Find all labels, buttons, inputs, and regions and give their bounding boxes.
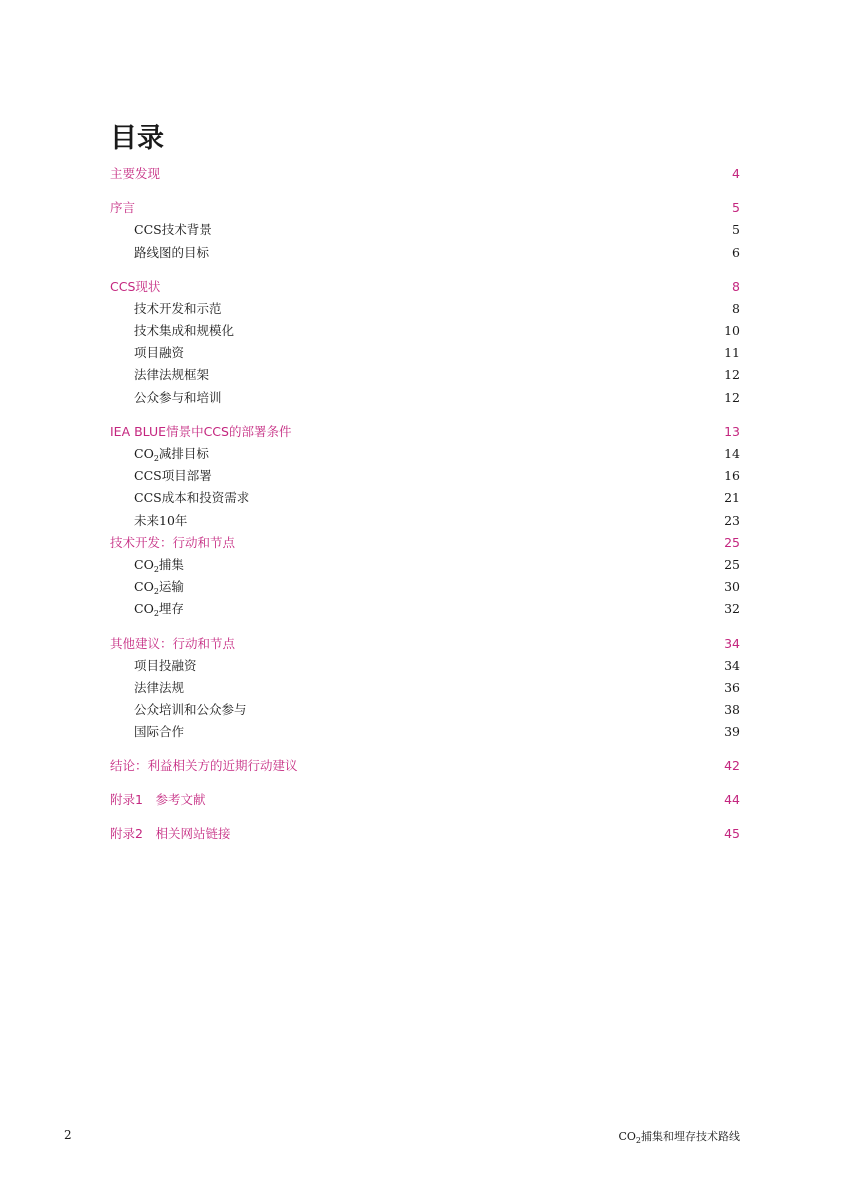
toc-entry-label: [134, 299, 222, 319]
toc-entry-label-prefix: CO: [134, 601, 154, 616]
toc-subsection-entry[interactable]: [0, 388, 850, 408]
toc-section-entry[interactable]: [0, 198, 850, 218]
toc-subsection-entry[interactable]: [0, 722, 850, 742]
toc-entry-label-text: 法律法规框架: [134, 367, 210, 382]
toc-entry-label-text: CCS项目部署: [134, 468, 212, 483]
toc-entry-label: [134, 678, 184, 698]
toc-entry-label: [134, 722, 184, 742]
toc-entry-page-number: 36: [724, 680, 740, 695]
toc-entry-label-prefix: CO: [134, 579, 154, 594]
toc-entry-label: [134, 243, 209, 263]
footer-page-number: 2: [64, 1128, 72, 1142]
toc-subsection-entry[interactable]: [0, 299, 850, 319]
footer-document-title: [618, 1128, 740, 1145]
toc-entry-label-text: 主要发现: [110, 166, 161, 181]
toc-entry-page-number: 5: [732, 200, 740, 215]
toc-subsection-entry[interactable]: [0, 321, 850, 341]
toc-entry-label: [110, 277, 160, 297]
toc-entry-page-number: 25: [724, 557, 740, 572]
toc-entry-page-number: 34: [724, 658, 740, 673]
toc-entry-page-number: 45: [724, 826, 740, 841]
toc-entry-page-number: 38: [724, 702, 740, 717]
toc-entry-label: [134, 365, 209, 385]
toc-entry-label: [134, 488, 249, 508]
toc-entry-page-number: 5: [732, 222, 740, 237]
toc-subsection-entry[interactable]: [0, 488, 850, 508]
toc-entry-label-text: 其他建议：行动和节点: [110, 636, 236, 651]
toc-entry-label-subscript: 2: [153, 609, 159, 618]
toc-subsection-entry[interactable]: [0, 599, 850, 619]
toc-subsection-entry[interactable]: [0, 656, 850, 676]
toc-entry-label-text: 公众参与和培训: [134, 390, 222, 405]
toc-entry-label-subscript: 2: [153, 565, 159, 574]
toc-section-entry[interactable]: [0, 422, 850, 442]
toc-entry-page-number: 6: [732, 245, 740, 260]
toc-entry-label-text: 附录1 参考文献: [110, 792, 206, 807]
toc-section-entry[interactable]: [0, 277, 850, 297]
toc-entry-page-number: 44: [724, 792, 740, 807]
toc-entry-label-text: 法律法规: [134, 680, 185, 695]
toc-entry-label: [110, 756, 298, 776]
toc-subsection-entry[interactable]: [0, 343, 850, 363]
toc-section-entry[interactable]: [0, 164, 850, 184]
toc-entry-page-number: 8: [732, 301, 740, 316]
toc-entry-label-prefix: CO: [134, 446, 154, 461]
toc-entry-label-text: 未来10年: [134, 513, 188, 528]
toc-entry-label: [134, 466, 212, 486]
toc-entry-label-text: 运输: [158, 579, 184, 594]
footer-title-pre: CO: [618, 1130, 636, 1143]
toc-entry-label-text: 捕集: [158, 557, 184, 572]
toc-entry-label-prefix: CO: [134, 557, 154, 572]
toc-entry-label-text: 埋存: [158, 601, 184, 616]
toc-entry-page-number: 11: [724, 345, 740, 360]
toc-entry-label: [110, 790, 205, 810]
toc-entry-page-number: 32: [724, 601, 740, 616]
toc-entry-label-text: 技术开发和示范: [134, 301, 222, 316]
toc-section-entry[interactable]: [0, 756, 850, 776]
toc-entry-label: [134, 220, 212, 240]
toc-entry-page-number: 10: [724, 323, 740, 338]
toc-subsection-entry[interactable]: [0, 365, 850, 385]
toc-entry-label-text: 减排目标: [158, 446, 209, 461]
toc-subsection-entry[interactable]: [0, 220, 850, 240]
toc-subsection-entry[interactable]: [0, 577, 850, 597]
toc-entry-label-text: 公众培训和公众参与: [134, 702, 247, 717]
toc-section-entry[interactable]: [0, 824, 850, 844]
toc-entry-label: [110, 198, 135, 218]
toc-entry-label-text: 附录2 相关网站链接: [110, 826, 231, 841]
footer-title-subscript: 2: [635, 1136, 641, 1145]
toc-entry-page-number: 23: [724, 513, 740, 528]
toc-section-entry[interactable]: [0, 634, 850, 654]
toc-entry-page-number: 42: [724, 758, 740, 773]
toc-entry-page-number: 16: [724, 468, 740, 483]
toc-entry-label-text: 结论：利益相关方的近期行动建议: [110, 758, 298, 773]
toc-entry-page-number: 8: [732, 279, 740, 294]
toc-entry-label-text: 项目投融资: [134, 658, 197, 673]
toc-section-entry[interactable]: [0, 790, 850, 810]
toc-entry-label: [134, 599, 184, 624]
toc-entry-label: [110, 533, 235, 553]
toc-entry-label: [110, 824, 230, 844]
toc-entry-page-number: 39: [724, 724, 740, 739]
toc-entry-label: [134, 511, 187, 531]
toc-entry-label-text: 技术集成和规模化: [134, 323, 235, 338]
toc-entry-label-text: 序言: [110, 200, 136, 215]
toc-entry-label-text: CCS成本和投资需求: [134, 490, 250, 505]
toc-entry-label: [134, 700, 247, 720]
toc-entry-page-number: 30: [724, 579, 740, 594]
toc-entry-label: [110, 164, 160, 184]
toc-entry-label-text: 项目融资: [134, 345, 185, 360]
toc-entry-page-number: 34: [724, 636, 740, 651]
toc-entry-label: [110, 422, 291, 442]
toc-subsection-entry[interactable]: [0, 555, 850, 575]
toc-entry-page-number: 4: [732, 166, 740, 181]
toc-entry-label-text: 路线图的目标: [134, 245, 210, 260]
toc-entry-page-number: 21: [724, 490, 740, 505]
toc-title: 目录: [110, 123, 164, 154]
toc-subsection-entry[interactable]: [0, 511, 850, 531]
toc-entry-label-text: CCS现状: [110, 279, 161, 294]
toc-entry-label: [134, 388, 222, 408]
toc-subsection-entry[interactable]: [0, 243, 850, 263]
footer-title-rest: 捕集和埋存技术路线: [641, 1130, 740, 1143]
toc-entry-label-subscript: 2: [153, 587, 159, 596]
toc-entry-label-text: 技术开发：行动和节点: [110, 535, 236, 550]
toc-entry-label-text: 国际合作: [134, 724, 185, 739]
toc-subsection-entry[interactable]: [0, 444, 850, 464]
toc-entry-page-number: 12: [724, 367, 740, 382]
toc-entry-page-number: 14: [724, 446, 740, 461]
toc-entry-label: [134, 343, 184, 363]
toc-entry-label: [134, 656, 197, 676]
toc-subsection-entry[interactable]: [0, 678, 850, 698]
toc-entry-label-subscript: 2: [153, 454, 159, 463]
toc-subsection-entry[interactable]: [0, 700, 850, 720]
toc-subsection-entry[interactable]: [0, 466, 850, 486]
toc-entry-page-number: 12: [724, 390, 740, 405]
toc-entry-label-text: CCS技术背景: [134, 222, 212, 237]
toc-entry-label-text: IEA BLUE情景中CCS的部署条件: [110, 424, 292, 439]
toc-section-entry[interactable]: [0, 533, 850, 553]
toc-entry-label: [134, 321, 234, 341]
toc-entry-page-number: 25: [724, 535, 740, 550]
toc-entry-page-number: 13: [724, 424, 740, 439]
toc-entry-label: [110, 634, 235, 654]
